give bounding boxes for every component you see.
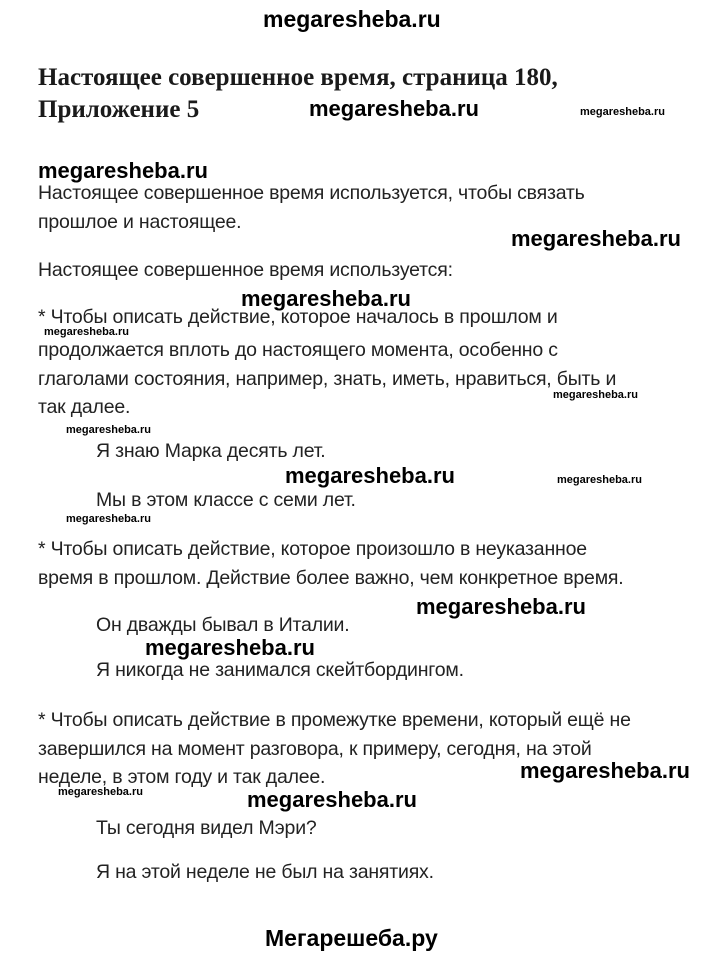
- use1-example-1: Я знаю Марка десять лет.: [96, 440, 326, 462]
- watermark-text: megaresheba.ru: [580, 106, 665, 118]
- header-watermark: megaresheba.ru: [263, 6, 441, 32]
- watermark-text: megaresheba.ru: [520, 758, 690, 783]
- watermark-text: megaresheba.ru: [241, 286, 411, 311]
- watermark-text: megaresheba.ru: [416, 594, 586, 619]
- use2-line-1: * Чтобы описать действие, которое произошло в неуказанное: [38, 538, 587, 560]
- uses-heading: Настоящее совершенное время используется:: [38, 259, 453, 281]
- intro-line-1: Настоящее совершенное время используется, чтобы связать: [38, 182, 585, 204]
- title-line-1: Настоящее совершенное время, страница 180,: [38, 64, 558, 91]
- use3-line-3: неделе, в этом году и так далее.: [38, 766, 326, 788]
- use3-example-2: Я на этой неделе не был на занятиях.: [96, 861, 434, 883]
- intro-line-2: прошлое и настоящее.: [38, 211, 242, 233]
- watermark-text: megaresheba.ru: [145, 635, 315, 660]
- use1-line-1: * Чтобы описать действие, которое началось в прошлом и: [38, 306, 558, 328]
- watermark-text: megaresheba.ru: [247, 787, 417, 812]
- watermark-text: megaresheba.ru: [38, 158, 208, 183]
- use3-line-2: завершился на момент разговора, к примеру, сегодня, на этой: [38, 738, 592, 760]
- watermark-text: megaresheba.ru: [309, 96, 479, 121]
- use1-line-2: продолжается вплоть до настоящего момента, особенно с: [38, 339, 558, 361]
- use3-example-1: Ты сегодня видел Мэри?: [96, 817, 317, 839]
- watermark-text: megaresheba.ru: [511, 226, 681, 251]
- watermark-text: megaresheba.ru: [44, 326, 129, 338]
- use3-line-1: * Чтобы описать действие в промежутке времени, который ещё не: [38, 709, 631, 731]
- use2-example-2: Я никогда не занимался скейтбордингом.: [96, 659, 464, 681]
- use1-line-3: глаголами состояния, например, знать, иметь, нравиться, быть и: [38, 368, 617, 390]
- watermark-text: megaresheba.ru: [66, 424, 151, 436]
- use1-line-4: так далее.: [38, 396, 131, 418]
- watermark-text: megaresheba.ru: [557, 474, 642, 486]
- watermark-text: megaresheba.ru: [58, 786, 143, 798]
- footer-watermark: Мегарешеба.ру: [265, 925, 438, 951]
- watermark-text: megaresheba.ru: [66, 513, 151, 525]
- use2-example-1: Он дважды бывал в Италии.: [96, 614, 350, 636]
- watermark-text: megaresheba.ru: [553, 389, 638, 401]
- use1-example-2: Мы в этом классе с семи лет.: [96, 489, 356, 511]
- title-line-2: Приложение 5: [38, 96, 200, 123]
- watermark-text: megaresheba.ru: [285, 463, 455, 488]
- use2-line-2: время в прошлом. Действие более важно, чем конкретное время.: [38, 567, 624, 589]
